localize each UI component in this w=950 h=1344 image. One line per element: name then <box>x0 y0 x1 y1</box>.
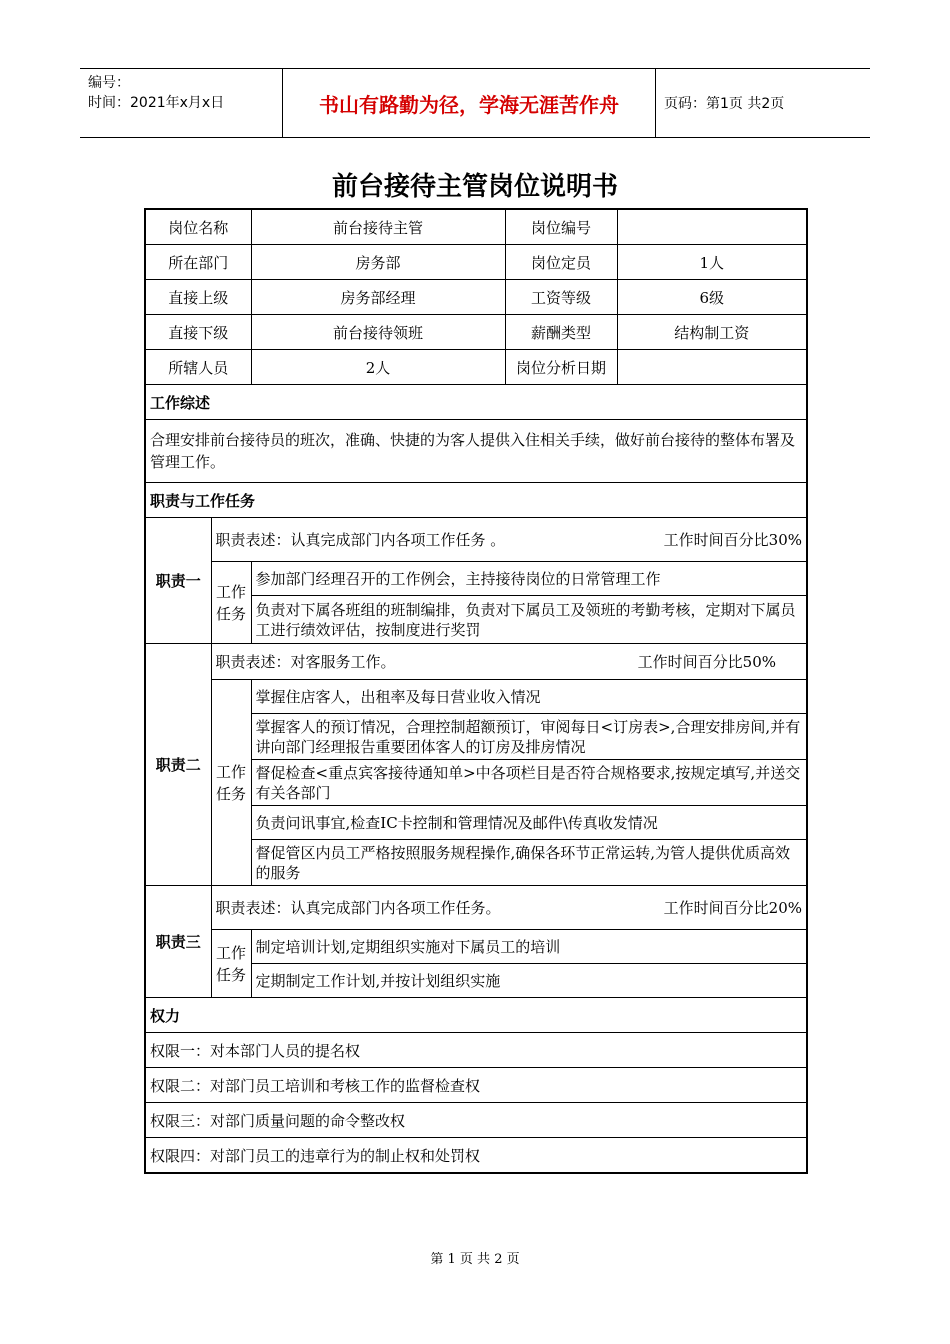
task-text: 负责问讯事宜,检查IC卡控制和管理情况及邮件\传真收发情况 <box>251 806 807 840</box>
task-text: 督促检查<重点宾客接待通知单>中各项栏目是否符合规格要求,按规定填写,并送交有关各部门 <box>251 760 807 806</box>
section-heading: 工作综述 <box>145 385 807 420</box>
basic-value: 2人 <box>251 350 505 385</box>
basic-value <box>617 350 807 385</box>
authority-item: 权限二：对部门员工培训和考核工作的监督检查权 <box>145 1068 807 1103</box>
basic-label: 岗位编号 <box>505 209 617 245</box>
basic-value: 6级 <box>617 280 807 315</box>
summary-text: 合理安排前台接待员的班次，准确、快捷的为客人提供入住相关手续，做好前台接待的整体布署及管理工作。 <box>145 420 807 483</box>
summary-row <box>145 420 807 483</box>
task-text: 掌握客人的预订情况，合理控制超额预订，审阅每日<订房表>,合理安排房间,并有讲向部门经理报告重要团体客人的订房及排房情况 <box>251 714 807 760</box>
duty-label: 职责一 <box>145 518 211 644</box>
authority-row <box>145 1068 807 1103</box>
basic-label: 岗位名称 <box>145 209 251 245</box>
number-label: 编号： <box>88 75 130 91</box>
basic-label: 所辖人员 <box>145 350 251 385</box>
job-description-table <box>144 208 808 1174</box>
authority-item: 权限四：对部门员工的违章行为的制止权和处罚权 <box>145 1138 807 1174</box>
duty-statement <box>211 644 807 680</box>
section-authority <box>145 998 807 1033</box>
basic-value <box>617 209 807 245</box>
basic-label: 所在部门 <box>145 245 251 280</box>
task-text: 掌握住店客人，出租率及每日营业收入情况 <box>251 680 807 714</box>
task-row <box>145 680 807 714</box>
task-label: 工作任务 <box>211 930 251 998</box>
basic-value: 房务部经理 <box>251 280 505 315</box>
duty-statement-text: 职责表述：认真完成部门内各项工作任务 。 <box>215 530 506 549</box>
task-row <box>145 930 807 964</box>
basic-label: 岗位分析日期 <box>505 350 617 385</box>
basic-label: 薪酬类型 <box>505 315 617 350</box>
section-summary <box>145 385 807 420</box>
duty-statement-row <box>145 518 807 562</box>
document-title: 前台接待主管岗位说明书 <box>331 172 618 202</box>
task-label: 工作任务 <box>211 680 251 886</box>
task-text: 督促管区内员工严格按照服务规程操作,确保各环节正常运转,为管人提供优质高效的服务 <box>251 840 807 886</box>
authority-item: 权限一：对本部门人员的提名权 <box>145 1033 807 1068</box>
basic-row <box>145 350 807 385</box>
header-page-info: 页码：第1页 共2页 <box>664 96 785 112</box>
page-header <box>80 68 870 138</box>
basic-value: 前台接待领班 <box>251 315 505 350</box>
basic-row <box>145 245 807 280</box>
task-text: 参加部门经理召开的工作例会，主持接待岗位的日常管理工作 <box>251 562 807 596</box>
duty-percent: 工作时间百分比20% <box>663 898 803 917</box>
duty-statement-text: 职责表述：对客服务工作。 <box>215 652 396 671</box>
date-label: 时间：2021年x月x日 <box>88 95 225 111</box>
section-heading: 职责与工作任务 <box>145 483 807 518</box>
duty-percent: 工作时间百分比50% <box>637 652 777 671</box>
basic-row <box>145 280 807 315</box>
basic-value: 1人 <box>617 245 807 280</box>
section-duties <box>145 483 807 518</box>
duty-statement <box>211 518 807 562</box>
basic-value: 结构制工资 <box>617 315 807 350</box>
duty-statement <box>211 886 807 930</box>
basic-label: 岗位定员 <box>505 245 617 280</box>
header-meta <box>80 69 282 137</box>
authority-row <box>145 1033 807 1068</box>
duty-statement-row <box>145 886 807 930</box>
task-text: 定期制定工作计划,并按计划组织实施 <box>251 964 807 998</box>
section-heading: 权力 <box>145 998 807 1033</box>
task-label: 工作任务 <box>211 562 251 644</box>
basic-label: 直接下级 <box>145 315 251 350</box>
basic-row <box>145 315 807 350</box>
basic-label: 工资等级 <box>505 280 617 315</box>
duty-label: 职责三 <box>145 886 211 998</box>
duty-statement-row <box>145 644 807 680</box>
basic-value: 前台接待主管 <box>251 209 505 245</box>
page-footer: 第 1 页 共 2 页 <box>430 1252 520 1267</box>
duty-statement-text: 职责表述：认真完成部门内各项工作任务。 <box>215 898 501 917</box>
header-motto: 书山有路勤为径，学海无涯苦作舟 <box>282 69 656 137</box>
duty-label: 职责二 <box>145 644 211 886</box>
authority-row <box>145 1138 807 1174</box>
task-row <box>145 562 807 596</box>
duty-percent: 工作时间百分比30% <box>663 530 803 549</box>
authority-row <box>145 1103 807 1138</box>
basic-value: 房务部 <box>251 245 505 280</box>
task-text: 负责对下属各班组的班制编排，负责对下属员工及领班的考勤考核，定期对下属员工进行绩效评估，按制度进行奖罚 <box>251 596 807 644</box>
task-text: 制定培训计划,定期组织实施对下属员工的培训 <box>251 930 807 964</box>
basic-label: 直接上级 <box>145 280 251 315</box>
basic-row <box>145 209 807 245</box>
authority-item: 权限三：对部门质量问题的命令整改权 <box>145 1103 807 1138</box>
